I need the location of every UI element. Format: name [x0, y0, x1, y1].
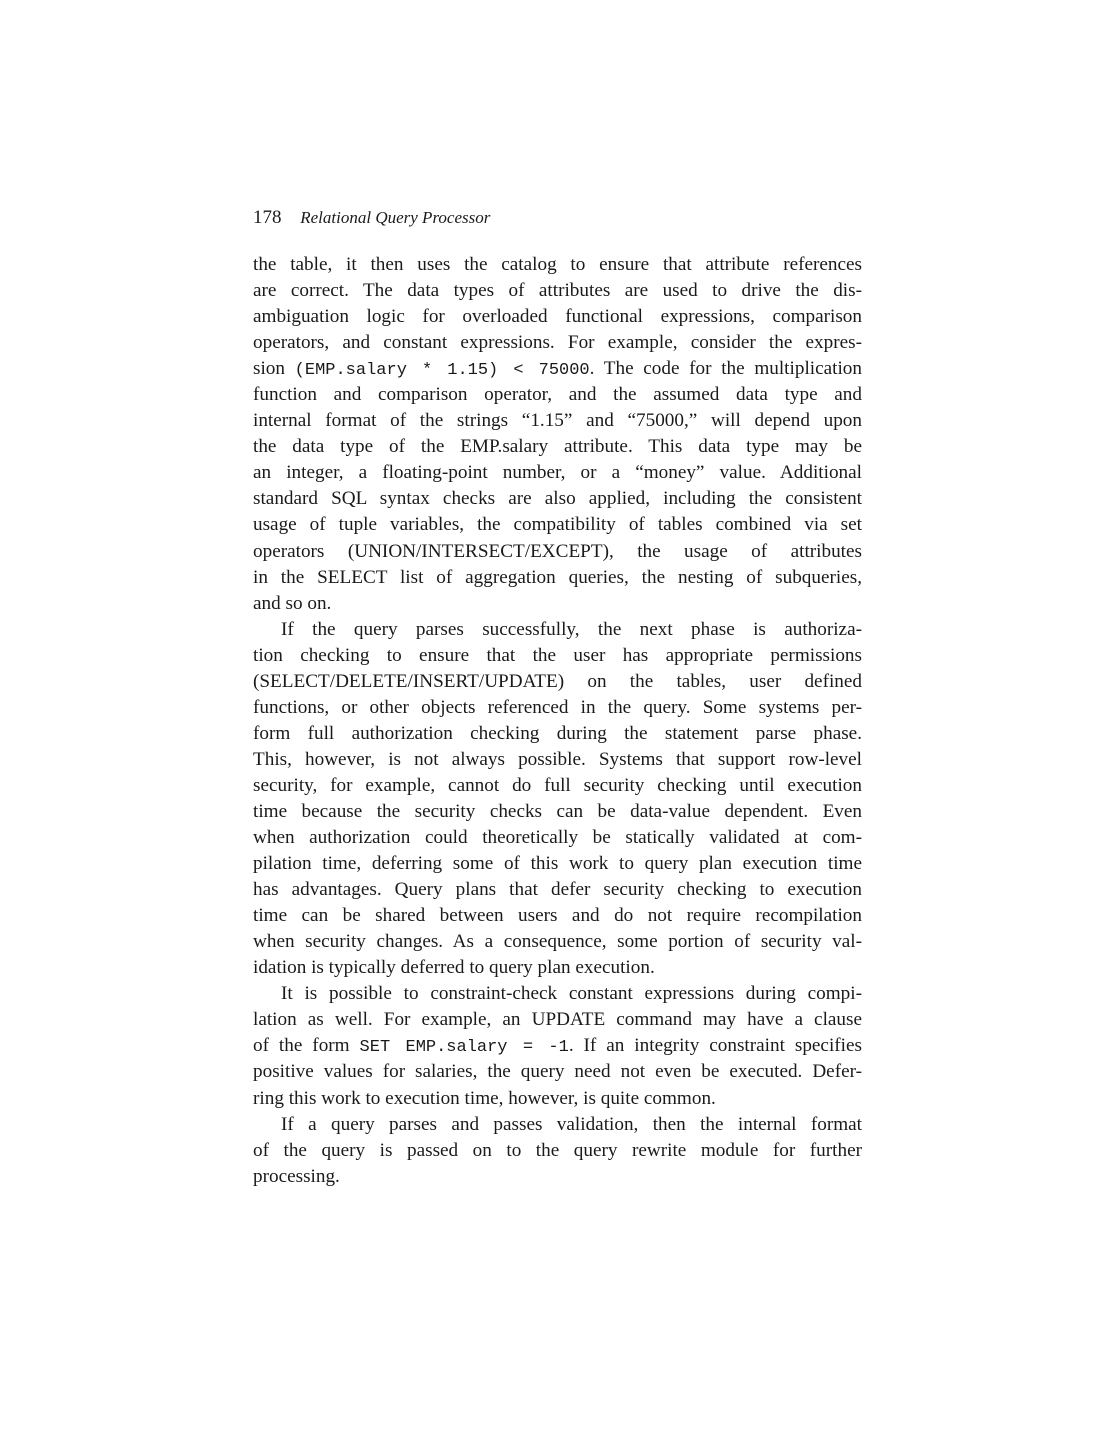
text-segment: security, for example, cannot do full security checking until execution [253, 774, 862, 796]
text-line [253, 330, 862, 356]
text-line [253, 304, 862, 330]
text-segment: ring this work to execution time, however, is quite common. [253, 1087, 716, 1109]
text-line [253, 617, 862, 643]
text-line [253, 721, 862, 747]
text-line [253, 669, 862, 695]
text-segment: usage of tuple variables, the compatibility of tables combined via set [253, 514, 862, 536]
text-segment: internal format of the strings “1.15” and “75000,” will depend upon [253, 410, 862, 432]
text-line [253, 799, 862, 825]
text-segment: idation is typically deferred to query plan execution. [253, 957, 655, 979]
text-line [253, 695, 862, 721]
paragraph [253, 1112, 862, 1190]
text-line [253, 877, 862, 903]
text-line [253, 591, 862, 617]
running-title: Relational Query Processor [300, 208, 491, 227]
text-line [253, 1164, 862, 1190]
text-line [253, 1059, 862, 1085]
text-segment: pilation time, deferring some of this work to query plan execution time [253, 853, 862, 875]
text-segment: lation as well. For example, an UPDATE command may have a clause [253, 1009, 862, 1031]
text-line [253, 512, 862, 538]
text-segment: the data type of the EMP.salary attribute. This data type may be [253, 436, 862, 458]
paragraph [253, 617, 862, 982]
text-line [253, 278, 862, 304]
text-line [253, 252, 862, 278]
code-segment: SET EMP.salary = -1 [359, 1038, 569, 1058]
text-line [253, 460, 862, 486]
text-segment: form full authorization checking during the statement parse phase. [253, 722, 862, 744]
text-segment: (SELECT/DELETE/INSERT/UPDATE) on the tables, user defined [253, 670, 862, 692]
paragraph [253, 981, 862, 1111]
text-line [253, 434, 862, 460]
code-segment: (EMP.salary * 1.15) < 75000 [294, 361, 590, 381]
text-segment: in the SELECT list of aggregation queries, the nesting of subqueries, [253, 566, 862, 588]
text-segment: functions, or other objects referenced in the query. Some systems per- [253, 696, 862, 718]
page-number: 178 [253, 207, 282, 228]
text-line [253, 825, 862, 851]
text-segment: has advantages. Query plans that defer security checking to execution [253, 879, 862, 901]
text-line [253, 1033, 862, 1059]
text-segment: and so on. [253, 592, 332, 614]
text-segment: when authorization could theoretically be statically validated at com- [253, 827, 862, 849]
text-segment: function and comparison operator, and the assumed data type and [253, 384, 862, 406]
text-segment: an integer, a floating-point number, or a “money” value. Additional [253, 462, 862, 484]
text-line [253, 773, 862, 799]
text-segment: ambiguation logic for overloaded functional expressions, comparison [253, 306, 862, 328]
text-line [253, 1007, 862, 1033]
text-line [253, 981, 862, 1007]
text-segment: This, however, is not always possible. Systems that support row-level [253, 748, 862, 770]
text-segment: time can be shared between users and do not require recompilation [253, 905, 862, 927]
text-line [253, 747, 862, 773]
text-segment: sion [253, 358, 295, 380]
text-segment: operators, and constant expressions. For example, consider the expres- [253, 332, 862, 354]
text-segment: If a query parses and passes validation, then the internal format [281, 1113, 862, 1135]
text-line [253, 1086, 862, 1112]
text-line [253, 1112, 862, 1138]
page-header [253, 206, 490, 230]
text-segment: of the query is passed on to the query rewrite module for further [253, 1139, 862, 1161]
text-segment: . The code for the multiplication [589, 358, 862, 380]
text-segment: . If an integrity constraint specifies [568, 1035, 862, 1057]
text-segment: the table, it then uses the catalog to ensure that attribute references [253, 254, 862, 275]
text-line [253, 903, 862, 929]
text-segment: of the form [253, 1035, 360, 1057]
text-segment: tion checking to ensure that the user has appropriate permissions [253, 644, 862, 666]
text-segment: when security changes. As a consequence, some portion of security val- [253, 931, 862, 953]
text-segment: positive values for salaries, the query need not even be executed. Defer- [253, 1061, 862, 1083]
text-segment: If the query parses successfully, the next phase is authoriza- [281, 618, 862, 640]
text-segment: time because the security checks can be data-value dependent. Even [253, 800, 862, 822]
text-line [253, 356, 862, 382]
text-line [253, 539, 862, 565]
paragraph [253, 252, 862, 617]
text-segment: are correct. The data types of attributes are used to drive the dis- [253, 280, 862, 302]
text-segment: operators (UNION/INTERSECT/EXCEPT), the usage of attributes [253, 540, 862, 562]
text-line [253, 851, 862, 877]
text-line [253, 1138, 862, 1164]
text-line [253, 382, 862, 408]
text-segment: processing. [253, 1165, 340, 1187]
text-line [253, 408, 862, 434]
text-line [253, 929, 862, 955]
text-line [253, 955, 862, 981]
text-line [253, 643, 862, 669]
text-line [253, 565, 862, 591]
body-text [253, 252, 862, 1190]
text-segment: It is possible to constraint-check constant expressions during compi- [281, 983, 862, 1005]
text-line [253, 486, 862, 512]
text-segment: standard SQL syntax checks are also applied, including the consistent [253, 488, 862, 510]
